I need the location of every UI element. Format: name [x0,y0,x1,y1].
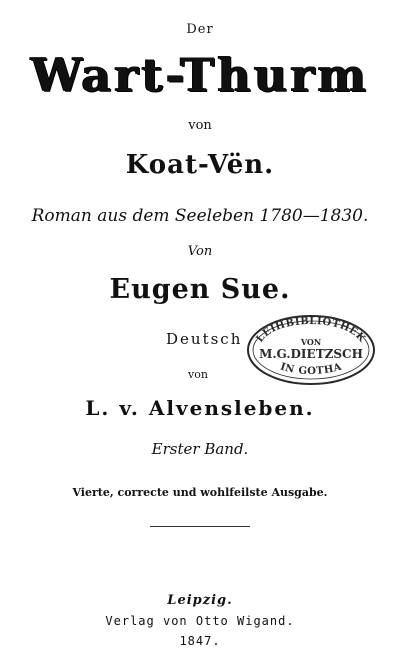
place-name: Koat-Vën. [125,150,275,180]
stamp-line-4: IN GOTHA [278,361,344,377]
stamp-line-2: VON [300,337,322,347]
von-line-2: Von [187,244,213,259]
publisher-line: Verlag von Otto Wigand. [105,614,295,628]
edition-note: Vierte, correcte und wohlfeilste Ausgabe. [72,486,328,499]
stamp-line-3: M.G.DIETZSCH [259,347,363,361]
subtitle: Roman aus dem Seeleben 1780—1830. [31,206,369,226]
translator-name: L. v. Alvensleben. [85,396,315,420]
svg-text:IN GOTHA [279,362,343,377]
book-title: Wart-Thurm [30,48,370,102]
title-article: Der [186,22,214,37]
language-note: Deutsch [166,330,243,348]
publication-city: Leipzig. [167,593,233,608]
von-line-1: von [188,118,212,133]
divider-rule [150,526,250,527]
volume-label: Erster Band. [151,440,249,458]
stamp-line-1: LEIHBIBLIOTHEK [254,315,368,345]
library-stamp [246,314,376,386]
publication-year: 1847. [179,634,221,648]
author-name: Eugen Sue. [109,274,291,305]
von-line-3: von [188,368,208,381]
